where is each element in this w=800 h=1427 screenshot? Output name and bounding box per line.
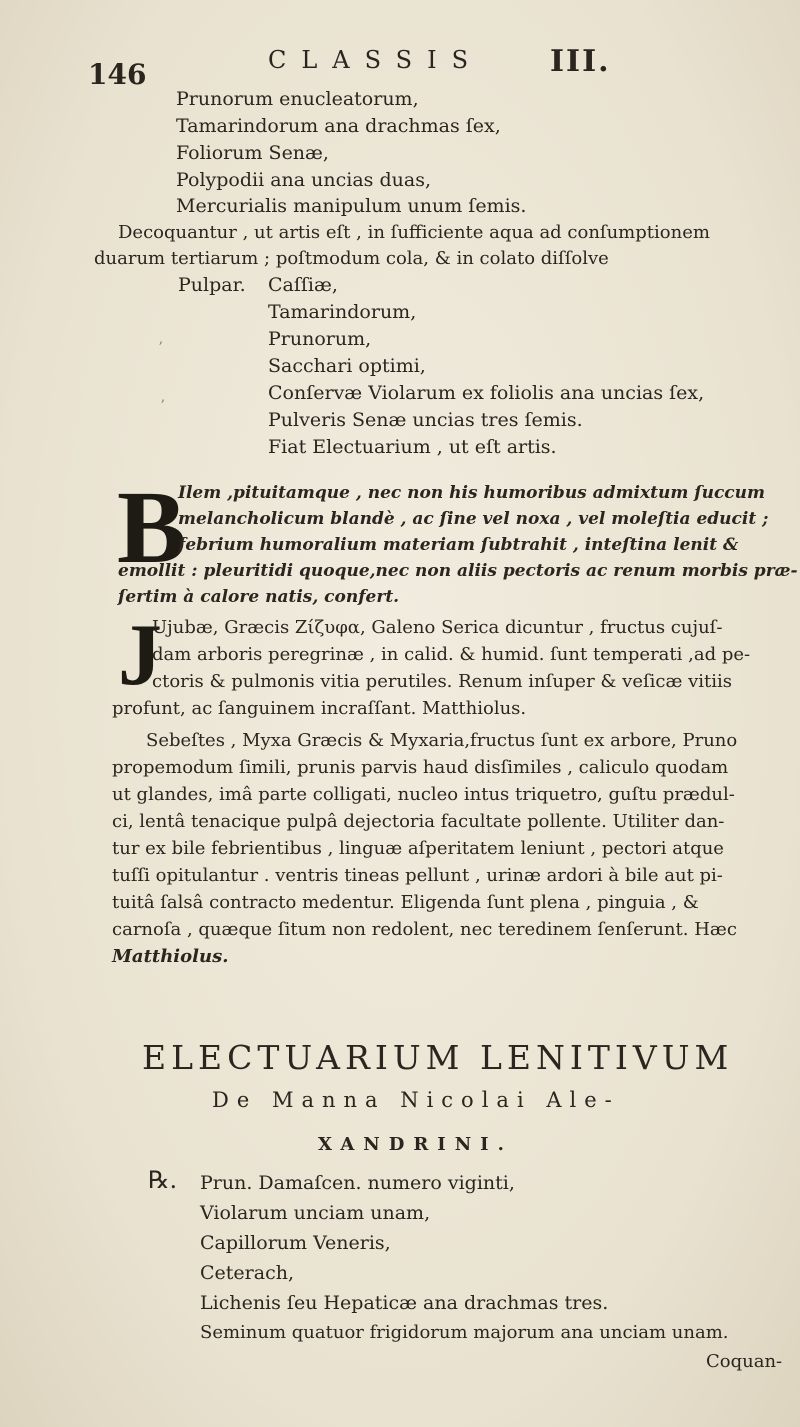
ingredient-line: Violarum unciam unam, [200, 1202, 431, 1224]
ingredient-line: Foliorum Senæ, [176, 142, 329, 164]
ingredient-line: Polypodii ana uncias duas, [176, 169, 431, 191]
page-number: 146 [88, 58, 147, 91]
text-line: tuitâ ſalsâ contracto medentur. Eligenda ſunt plena , pinguia , & [112, 892, 699, 913]
section-subtitle: De Manna Nicolai Ale- [212, 1088, 620, 1112]
drop-cap-b: B [117, 470, 187, 585]
text-line: Sebeſtes , Myxa Græcis & Myxaria,fructus ſunt ex arbore, Pruno [146, 730, 738, 751]
text-line: ſertim à calore natis, confert. [118, 587, 400, 607]
drop-cap-j: J [118, 607, 162, 704]
section-subtitle-continued: XANDRINI. [318, 1134, 513, 1155]
ingredient-line: Lichenis ſeu Hepaticæ ana drachmas tres. [200, 1292, 609, 1314]
ingredient-line: Prun. Damaſcen. numero viginti, [200, 1172, 515, 1194]
closing-instruction: Fiat Electuarium , ut eſt artis. [268, 436, 557, 458]
text-line: tur ex bile febrientibus , linguæ aſperitatem leniunt , pectori atque [112, 838, 724, 859]
ingredient-line: Sacchari optimi, [268, 355, 426, 377]
pulpar-label: Pulpar. [178, 274, 246, 296]
text-line: tuſſi opitulantur . ventris tineas pellunt , urinæ ardori à bile aut pi- [112, 865, 723, 886]
text-line: Ilem ,pituitamque , nec non his humoribus admixtum ſuccum [178, 483, 765, 503]
text-line: carnoſa , quæque ſitum non redolent, nec teredinem ſenſerunt. Hæc [112, 919, 737, 940]
text-line: profunt, ac ſanguinem incraſſant. Matthiolus. [112, 698, 527, 719]
author-citation: Matthiolus. [112, 946, 229, 967]
text-line: emollit : pleuritidi quoque,nec non aliis pectoris ac renum morbis præ- [118, 561, 798, 581]
ingredient-line: Capillorum Veneris, [200, 1232, 391, 1254]
text-line: propemodum ſimili, prunis parvis haud disſimiles , caliculo quodam [112, 757, 729, 778]
text-line: ut glandes, imâ parte colligati, nucleo intus triquetro, guſtu prædul- [112, 784, 735, 805]
text-line: febrium humoralium materiam ſubtrahit , inteſtina lenit & [178, 535, 739, 555]
text-line: dam arboris peregrinæ , in calid. & humid. ſunt temperati ,ad pe- [152, 644, 751, 665]
instruction-line: Decoquantur , ut artis eſt , in ſufficiente aqua ad conſumptionem [118, 222, 710, 243]
ingredient-line: Mercurialis manipulum unum ſemis. [176, 195, 527, 217]
ink-mark: ʼ [160, 398, 165, 414]
ingredient-line: Seminum quatuor frigidorum majorum ana unciam unam. [200, 1322, 729, 1343]
ingredient-line: Prunorum, [268, 328, 372, 350]
text-line: ci, lentâ tenacique pulpâ dejectoria facultate pollente. Utiliter dan- [112, 811, 725, 832]
ingredient-line: Ceterach, [200, 1262, 294, 1284]
running-header-classis: CLASSIS [268, 46, 484, 74]
section-title: ELECTUARIUM LENITIVUM [142, 1038, 734, 1077]
text-line: Ujubæ, Græcis Ζίζυφα, Galeno Serica dicuntur , fructus cujuſ- [152, 617, 723, 638]
ingredient-line: Tamarindorum, [268, 301, 417, 323]
catchword: Coquan- [706, 1351, 783, 1372]
text-line: melancholicum blandè , ac ſine vel noxa , vel moleſtia educit ; [178, 509, 769, 529]
ink-mark: ʼ [158, 340, 163, 356]
ingredient-line: Prunorum enucleatorum, [176, 88, 419, 110]
instruction-line: duarum tertiarum ; poſtmodum cola, & in colato diſſolve [94, 248, 609, 269]
ingredient-line: Tamarindorum ana drachmas ſex, [176, 115, 501, 137]
ingredient-line: Pulveris Senæ uncias tres ſemis. [268, 409, 583, 431]
running-header-number: III. [550, 44, 611, 79]
recipe-symbol: ℞. [148, 1166, 178, 1194]
text-line: ctoris & pulmonis vitia perutiles. Renum inſuper & veſicæ vitiis [152, 671, 733, 692]
ingredient-line: Conſervæ Violarum ex foliolis ana uncias ſex, [268, 382, 705, 404]
ingredient-line: Caſſiæ, [268, 274, 338, 296]
